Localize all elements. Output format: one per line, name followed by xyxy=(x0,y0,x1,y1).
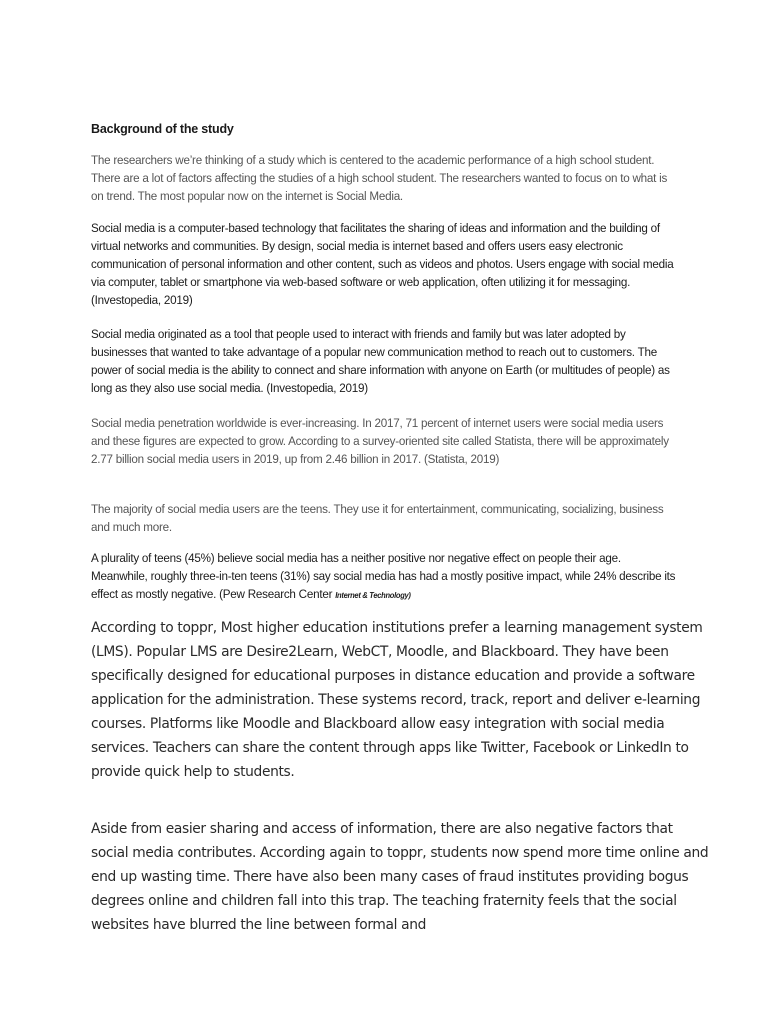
paragraph-pew xyxy=(91,549,679,605)
paragraph-penetration: Social media penetration worldwide is ever-increasing. In 2017, 71 percent of internet users were social media users and these figures are expected to grow. According to a survey-oriented site called Statista, there will be approximately 2.77 billion social media users in 2019, up from 2.46 billion in 2017. (Statista, 2019) xyxy=(91,416,669,466)
paragraph-pew-source: Internet & Technology) xyxy=(335,591,411,600)
section-heading: Background of the study xyxy=(91,122,234,136)
paragraph-negative: Aside from easier sharing and access of information, there are also negative factors that social media contributes. According again to toppr, students now spend more time online and end up wasting time. There have also been many cases of fraud institutes providing bogus degrees online and children fall into this trap. The teaching fraternity feels that the social websites have blurred the line between formal and xyxy=(91,821,709,933)
paragraph-pew-text: A plurality of teens (45%) believe social media has a neither positive nor negative effect on people their age. Meanwhile, roughly three-in-ten teens (31%) say social media has had a mostly positive impact, while 24% describe its effect as mostly negative. (Pew Research Center xyxy=(91,551,676,601)
paragraph-origin: Social media originated as a tool that people used to interact with friends and family but was later adopted by businesses that wanted to take advantage of a popular new communication method to reach out to customers. The power of social media is the ability to connect and share information with anyone on Earth (or multitudes of people) as long as they also use social media. (Investopedia, 2019) xyxy=(91,327,670,395)
paragraph-lms: According to toppr, Most higher education institutions prefer a learning management system (LMS). Popular LMS are Desire2Learn, WebCT, Moodle, and Blackboard. They have been specifically designed for educational purposes in distance education and provide a software application for the administration. These systems record, track, report and deliver e-learning courses. Platforms like Moodle and Blackboard allow easy integration with social media services. Teachers can share the content through apps like Twitter, Facebook or LinkedIn to provide quick help to students. xyxy=(91,620,703,780)
paragraph-intro: The researchers we’re thinking of a study which is centered to the academic performance of a high school student. There are a lot of factors affecting the studies of a high school student. The researchers wanted to focus on to what is on trend. The most popular now on the internet is Social Media. xyxy=(91,153,668,203)
paragraph-definition: Social media is a computer-based technology that facilitates the sharing of ideas and information and the building of virtual networks and communities. By design, social media is internet based and offers users easy electronic communication of personal information and other content, such as videos and photos. Users engage with social media via computer, tablet or smartphone via web-based software or web application, often utilizing it for messaging. (Investopedia, 2019) xyxy=(91,221,674,307)
paragraph-teens: The majority of social media users are the teens. They use it for entertainment, communicating, socializing, business and much more. xyxy=(91,502,664,534)
